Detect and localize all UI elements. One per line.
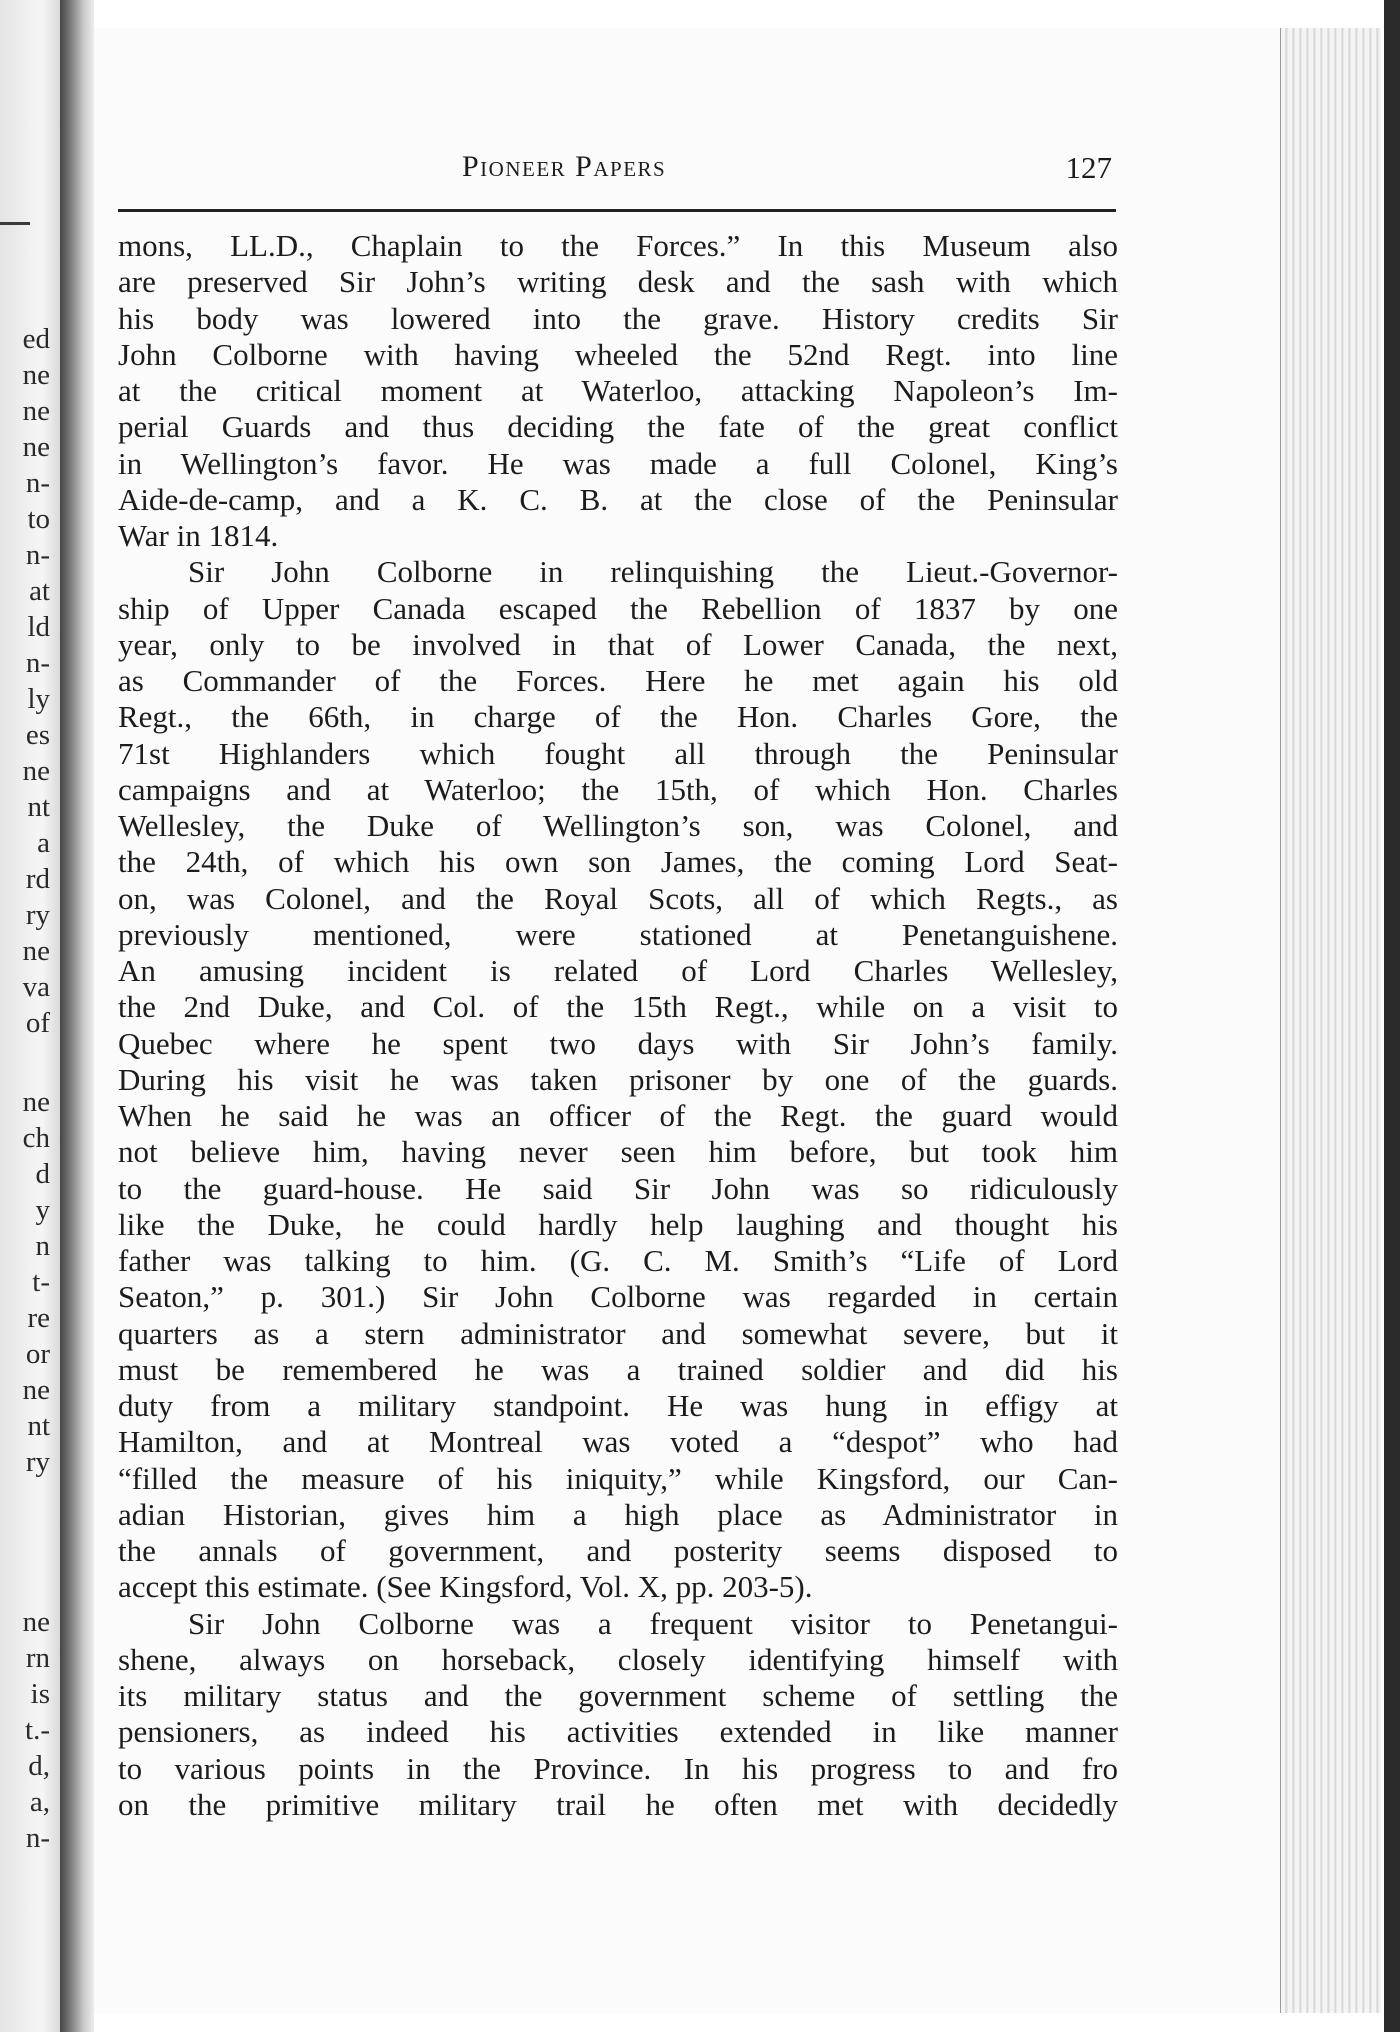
text-line: to the guard-house. He said Sir John was so ridiculously — [118, 1170, 1118, 1206]
book-gutter — [60, 0, 94, 2032]
facing-page-fragment: nt — [27, 791, 50, 823]
facing-page-fragment: is — [30, 1678, 50, 1710]
text-line: mons, LL.D., Chaplain to the Forces.” In this Museum also — [118, 228, 1118, 263]
facing-page-fragment: of — [25, 1007, 50, 1039]
text-line: father was talking to him. (G. C. M. Smith’s “Life of Lord — [118, 1243, 1118, 1278]
text-line: Hamilton, and at Montreal was voted a “despot” who had — [118, 1424, 1118, 1460]
text-line: ship of Upper Canada escaped the Rebellion of 1837 by one — [118, 590, 1118, 626]
text-line: An amusing incident is related of Lord Charles Wellesley, — [118, 953, 1118, 988]
facing-page-fragment: y — [35, 1194, 50, 1226]
text-line: Sir John Colborne in relinquishing the Lieut.-Governor- — [188, 554, 1118, 590]
facing-page-edge — [0, 0, 60, 2032]
text-line: During his visit he was taken prisoner by one of the guards. — [118, 1061, 1118, 1097]
facing-page-fragment: ne — [22, 935, 50, 967]
text-line: quarters as a stern administrator and somewhat severe, but it — [118, 1315, 1118, 1351]
text-line: are preserved Sir John’s writing desk and the sash with which — [118, 264, 1118, 300]
text-line: Seaton,” p. 301.) Sir John Colborne was regarded in certain — [118, 1279, 1118, 1315]
facing-page-fragment: nt — [27, 1410, 50, 1442]
facing-page-fragment: t- — [32, 1266, 50, 1298]
text-line: the 2nd Duke, and Col. of the 15th Regt., while on a visit to — [118, 989, 1118, 1025]
text-line: “filled the measure of his iniquity,” while Kingsford, our Can- — [118, 1460, 1118, 1496]
facing-page-fragment: ne — [22, 1086, 50, 1118]
facing-page-fragment: ly — [27, 683, 50, 715]
text-line: When he said he was an officer of the Regt. the guard would — [118, 1098, 1118, 1133]
text-line: pensioners, as indeed his activities extended in like manner — [118, 1714, 1118, 1750]
facing-page-fragment: ch — [22, 1122, 50, 1154]
text-line: Aide-de-camp, and a K. C. B. at the close of the Peninsular — [118, 481, 1118, 517]
header-rule — [118, 209, 1116, 212]
text-line: in Wellington’s favor. He was made a full Colonel, King’s — [118, 445, 1118, 481]
facing-page-fragment: ne — [22, 1606, 50, 1638]
text-line: Quebec where he spent two days with Sir John’s family. — [118, 1025, 1118, 1061]
facing-page-fragment: n- — [25, 539, 50, 571]
text-line: shene, always on horseback, closely identifying himself with — [118, 1641, 1118, 1677]
facing-page-fragment: at — [29, 575, 50, 607]
text-line: John Colborne with having wheeled the 52nd Regt. into line — [118, 336, 1118, 372]
facing-page-fragment: ry — [25, 899, 50, 931]
facing-page-fragment: or — [25, 1338, 50, 1370]
running-head — [462, 150, 1112, 190]
text-line: on the primitive military trail he often met with decidedly — [118, 1786, 1118, 1822]
facing-page-fragment: n- — [25, 1822, 50, 1854]
body-text — [118, 228, 1118, 1823]
facing-page-fragment: es — [25, 719, 50, 751]
facing-page-fragment: ne — [22, 359, 50, 391]
facing-page-fragment: ne — [22, 755, 50, 787]
facing-page-fragment: ld — [27, 611, 50, 643]
facing-page-fragment: rd — [25, 863, 50, 895]
text-line: to various points in the Province. In his progress to and fro — [118, 1750, 1118, 1786]
facing-page-fragment: ne — [22, 431, 50, 463]
text-line: his body was lowered into the grave. History credits Sir — [118, 300, 1118, 336]
text-line: campaigns and at Waterloo; the 15th, of which Hon. Charles — [118, 771, 1118, 807]
facing-page-fragment: va — [22, 971, 50, 1003]
text-line: perial Guards and thus deciding the fate of the great conflict — [118, 409, 1118, 445]
text-line: its military status and the government scheme of settling the — [118, 1678, 1118, 1713]
facing-page-fragment: ne — [22, 395, 50, 427]
facing-page-fragment: ed — [22, 323, 50, 355]
text-line: adian Historian, gives him a high place as Administrator in — [118, 1496, 1118, 1532]
facing-page-fragment: rn — [25, 1642, 50, 1674]
page-number: 127 — [1065, 150, 1112, 185]
text-line: must be remembered he was a trained soldier and did his — [118, 1351, 1118, 1387]
text-line: Regt., the 66th, in charge of the Hon. Charles Gore, the — [118, 699, 1118, 735]
facing-page-fragment: re — [27, 1302, 50, 1334]
text-line: as Commander of the Forces. Here he met again his old — [118, 663, 1118, 698]
facing-page-fragment: n- — [25, 467, 50, 499]
facing-page-fragment: to — [27, 503, 50, 535]
running-title: Pioneer Papers — [462, 150, 667, 183]
facing-page-fragment: ne — [22, 1374, 50, 1406]
facing-page-rule — [0, 222, 30, 225]
text-line: the 24th, of which his own son James, the coming Lord Seat- — [118, 844, 1118, 880]
text-line: not believe him, having never seen him before, but took him — [118, 1134, 1118, 1170]
text-line: previously mentioned, were stationed at Penetanguishene. — [118, 916, 1118, 952]
text-line: like the Duke, he could hardly help laughing and thought his — [118, 1206, 1118, 1242]
text-line: Wellesley, the Duke of Wellington’s son, was Colonel, and — [118, 808, 1118, 843]
text-line: on, was Colonel, and the Royal Scots, all of which Regts., as — [118, 880, 1118, 916]
facing-page-fragment: n- — [25, 647, 50, 679]
text-line: the annals of government, and posterity seems disposed to — [118, 1533, 1118, 1568]
text-line: duty from a military standpoint. He was hung in effigy at — [118, 1388, 1118, 1423]
facing-page-fragment: a — [37, 827, 50, 859]
text-line: at the critical moment at Waterloo, attacking Napoleon’s Im- — [118, 373, 1118, 408]
text-line: Sir John Colborne was a frequent visitor to Penetangui- — [188, 1605, 1118, 1641]
scan-border — [1384, 0, 1400, 2032]
page-stack-edge — [1280, 28, 1381, 2013]
facing-page-fragment: a, — [29, 1786, 50, 1818]
facing-page-fragment: ry — [25, 1446, 50, 1478]
facing-page-fragment: n — [35, 1230, 50, 1262]
text-line: 71st Highlanders which fought all through the Peninsular — [118, 735, 1118, 771]
facing-page-fragment: t.- — [25, 1714, 50, 1746]
facing-page-fragment: d, — [28, 1750, 50, 1782]
text-line: year, only to be involved in that of Lower Canada, the next, — [118, 626, 1118, 662]
text-line: accept this estimate. (See Kingsford, Vol. X, pp. 203-5). — [118, 1569, 813, 1605]
text-line: War in 1814. — [118, 518, 279, 553]
facing-page-fragment: d — [35, 1158, 50, 1190]
